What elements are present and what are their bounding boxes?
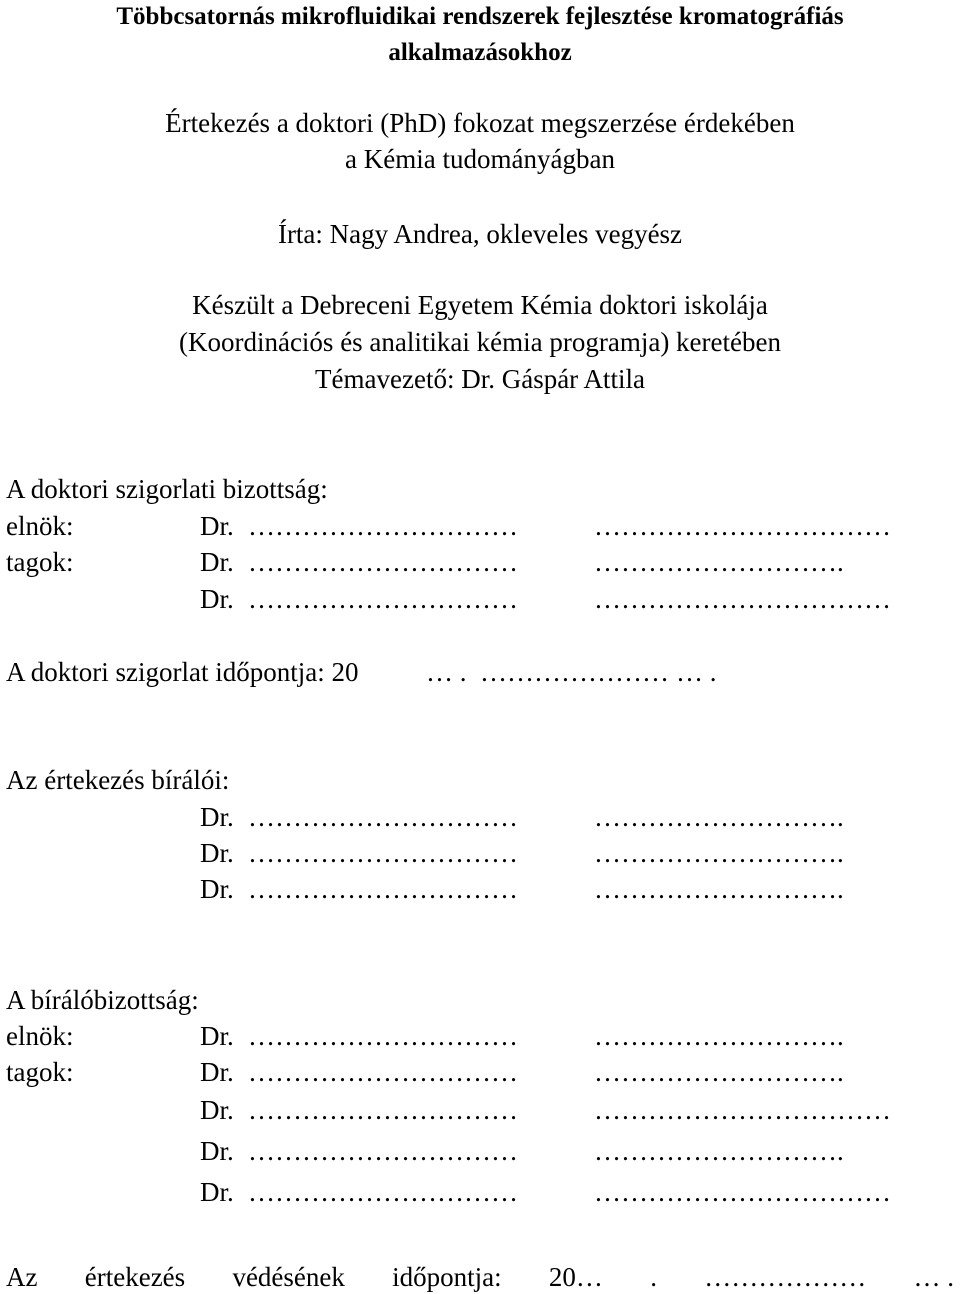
review-member-1-dots-2: ……………………….: [594, 1057, 844, 1087]
author-line: Írta: Nagy Andrea, okleveles vegyész: [277, 219, 683, 249]
reviewer-3-dr: Dr.: [200, 874, 234, 904]
review-member-4-dots-1: …………………………: [248, 1177, 518, 1207]
exam-member-2-dots-1: …………………………: [248, 584, 518, 614]
exam-chair-dots-1: …………………………: [248, 511, 518, 541]
reviewer-1-dots-1: …………………………: [248, 802, 518, 832]
review-member-2-dots-1: …………………………: [248, 1095, 518, 1125]
institution-line-1: Készült a Debreceni Egyetem Kémia doktori iskolája: [192, 290, 768, 320]
review-member-1-dr: Dr.: [200, 1057, 234, 1087]
supervisor-line: Témavezető: Dr. Gáspár Attila: [315, 364, 645, 394]
reviewer-2-dr: Dr.: [200, 838, 234, 868]
defense-date-word-4: időpontja:: [392, 1262, 502, 1292]
exam-chair-dots-2: ……………………………: [594, 511, 891, 541]
review-member-3-dots-2: ……………………….: [594, 1136, 844, 1166]
defense-date-word-1: Az: [6, 1262, 38, 1292]
exam-member-2-dots-2: ……………………………: [594, 584, 891, 614]
exam-date-dots-2: …………………: [480, 657, 669, 687]
defense-date-line: [6, 1262, 954, 1292]
review-members-label: tagok:: [6, 1057, 74, 1087]
review-member-2-dots-2: ……………………………: [594, 1095, 891, 1125]
thesis-title-line-2: alkalmazásokhoz: [388, 39, 572, 66]
review-chair-dots-1: …………………………: [248, 1021, 518, 1051]
reviewer-2-dots-1: …………………………: [248, 838, 518, 868]
review-member-3-dr: Dr.: [200, 1136, 234, 1166]
exam-committee-heading: A doktori szigorlati bizottság:: [6, 474, 328, 504]
reviewers-heading: Az értekezés bírálói:: [6, 765, 230, 795]
exam-members-label: tagok:: [6, 547, 74, 577]
defense-date-dots-2: … .: [913, 1262, 954, 1292]
review-member-4-dr: Dr.: [200, 1177, 234, 1207]
thesis-title-line-1: Többcsatornás mikrofluidikai rendszerek fejlesztése kromatográfiás: [116, 3, 844, 30]
review-chair-label: elnök:: [6, 1021, 74, 1051]
institution-line-2: (Koordinációs és analitikai kémia programja) keretében: [178, 327, 781, 357]
exam-member-1-dr: Dr.: [200, 547, 234, 577]
review-member-3-dots-1: …………………………: [248, 1136, 518, 1166]
reviewer-1-dr: Dr.: [200, 802, 234, 832]
exam-date-dots-3: … .: [676, 657, 717, 687]
defense-date-word-3: védésének: [232, 1262, 345, 1292]
subtitle-line-2: a Kémia tudományágban: [345, 144, 615, 174]
defense-date-dot: .: [650, 1262, 657, 1292]
exam-date-label: A doktori szigorlat időpontja: 20: [6, 657, 359, 687]
exam-chair-label: elnök:: [6, 511, 74, 541]
exam-date-dots-1: … .: [426, 657, 467, 687]
review-member-2-dr: Dr.: [200, 1095, 234, 1125]
exam-member-2-dr: Dr.: [200, 584, 234, 614]
review-chair-dots-2: ……………………….: [594, 1021, 844, 1051]
defense-date-dots-1: ………………: [704, 1262, 867, 1292]
review-committee-heading: A bírálóbizottság:: [6, 985, 199, 1015]
defense-date-year: 20…: [548, 1262, 603, 1292]
review-member-1-dots-1: …………………………: [248, 1057, 518, 1087]
exam-member-1-dots-1: …………………………: [248, 547, 518, 577]
reviewer-3-dots-2: ……………………….: [594, 874, 844, 904]
review-chair-dr: Dr.: [200, 1021, 234, 1051]
exam-member-1-dots-2: ……………………….: [594, 547, 844, 577]
defense-date-word-2: értekezés: [84, 1262, 186, 1292]
exam-chair-dr: Dr.: [200, 511, 234, 541]
review-member-4-dots-2: ……………………………: [594, 1177, 891, 1207]
reviewer-1-dots-2: ……………………….: [594, 802, 844, 832]
reviewer-3-dots-1: …………………………: [248, 874, 518, 904]
subtitle-line-1: Értekezés a doktori (PhD) fokozat megszerzése érdekében: [165, 108, 795, 138]
reviewer-2-dots-2: ……………………….: [594, 838, 844, 868]
